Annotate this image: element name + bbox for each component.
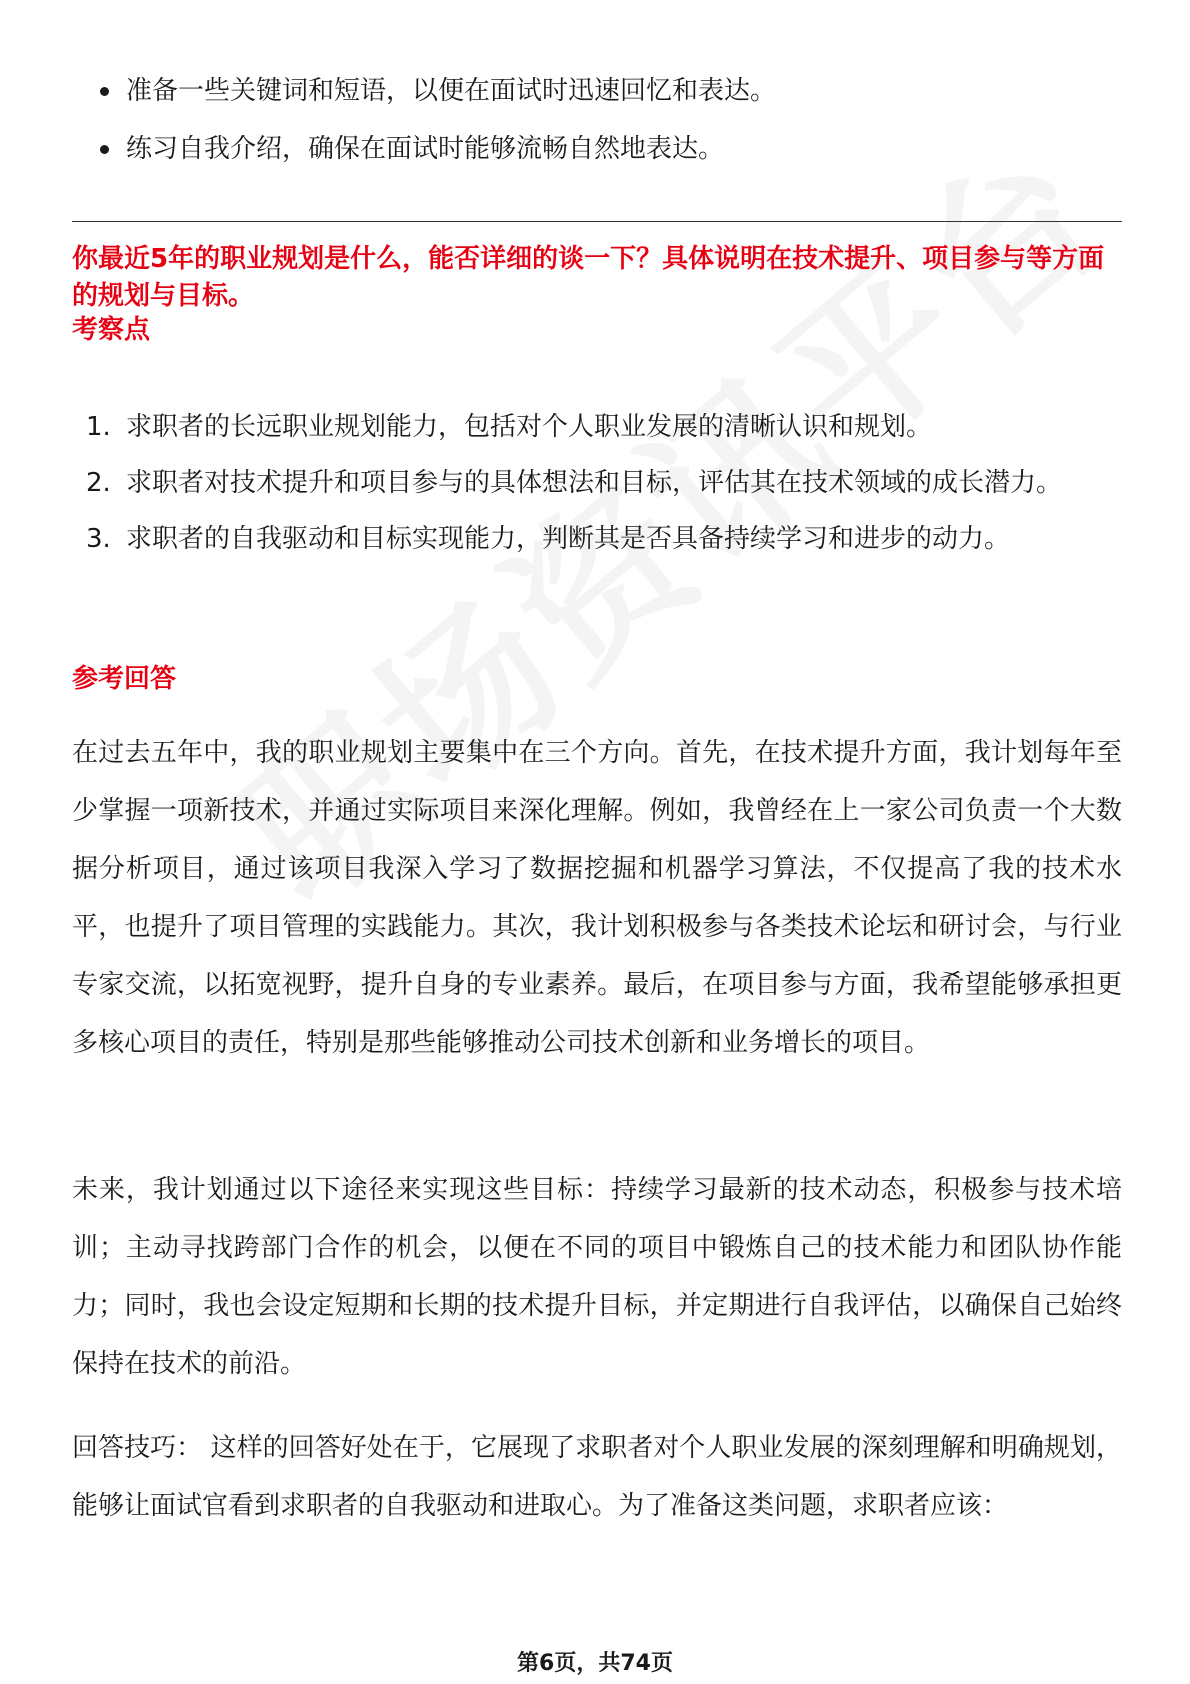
reference-answer-heading: 参考回答 [72, 664, 177, 694]
bullet-item [72, 62, 1122, 120]
answer-paragraph: 在过去五年中，我的职业规划主要集中在三个方向。首先，在技术提升方面，我计划每年至少掌握一项新技术，并通过实际项目来深化理解。例如，我曾经在上一家公司负责一个大数据分析项目，通过该项目我深入学习了数据挖掘和机器学习算法，不仅提高了我的技术水平，也提升了项目管理的实践能力。其次，我计划积极参与各类技术论坛和研讨会，与行业专家交流，以拓宽视野，提升自身的专业素养。最后，在项目参与方面，我希望能够承担更多核心项目的责任，特别是那些能够推动公司技术创新和业务增长的项目。 [72, 738, 1122, 1058]
bullet-dot-icon [100, 87, 109, 96]
answer-tips-paragraph: 回答技巧： 这样的回答好处在于，它展现了求职者对个人职业发展的深刻理解和明确规划，能够让面试官看到求职者的自我驱动和进取心。为了准备这类问题，求职者应该： [72, 1433, 1122, 1521]
bullet-text: 准备一些关键词和短语，以便在面试时迅速回忆和表达。 [126, 76, 777, 106]
bullet-dot-icon [100, 145, 109, 154]
exam-points-list [72, 399, 1122, 567]
exam-point-number: 2. [86, 468, 111, 498]
bullet-item [72, 120, 1122, 178]
exam-point-number: 3. [86, 524, 111, 554]
page-number-footer: 第6页，共74页 [517, 1651, 673, 1676]
bullet-text: 练习自我介绍，确保在面试时能够流畅自然地表达。 [126, 134, 725, 164]
exam-point-item [72, 399, 1122, 455]
section-divider [72, 221, 1122, 222]
exam-point-item [72, 455, 1122, 511]
interview-question: 你最近5年的职业规划是什么，能否详细的谈一下？具体说明在技术提升、项目参与等方面的规划与目标。 [72, 244, 1105, 311]
exam-points-heading: 考察点 [72, 315, 151, 345]
exam-point-text: 求职者的长远职业规划能力，包括对个人职业发展的清晰认识和规划。 [126, 412, 933, 442]
exam-point-text: 求职者对技术提升和项目参与的具体想法和目标，评估其在技术领域的成长潜力。 [126, 468, 1063, 498]
exam-point-number: 1. [86, 412, 111, 442]
answer-paragraph: 未来，我计划通过以下途径来实现这些目标：持续学习最新的技术动态，积极参与技术培训；主动寻找跨部门合作的机会，以便在不同的项目中锻炼自己的技术能力和团队协作能力；同时，我也会设定短期和长期的技术提升目标，并定期进行自我评估，以确保自己始终保持在技术的前沿。 [72, 1175, 1122, 1379]
exam-point-item [72, 511, 1122, 567]
exam-point-text: 求职者的自我驱动和目标实现能力，判断其是否具备持续学习和进步的动力。 [126, 524, 1011, 554]
tips-bullet-list [72, 62, 1122, 178]
